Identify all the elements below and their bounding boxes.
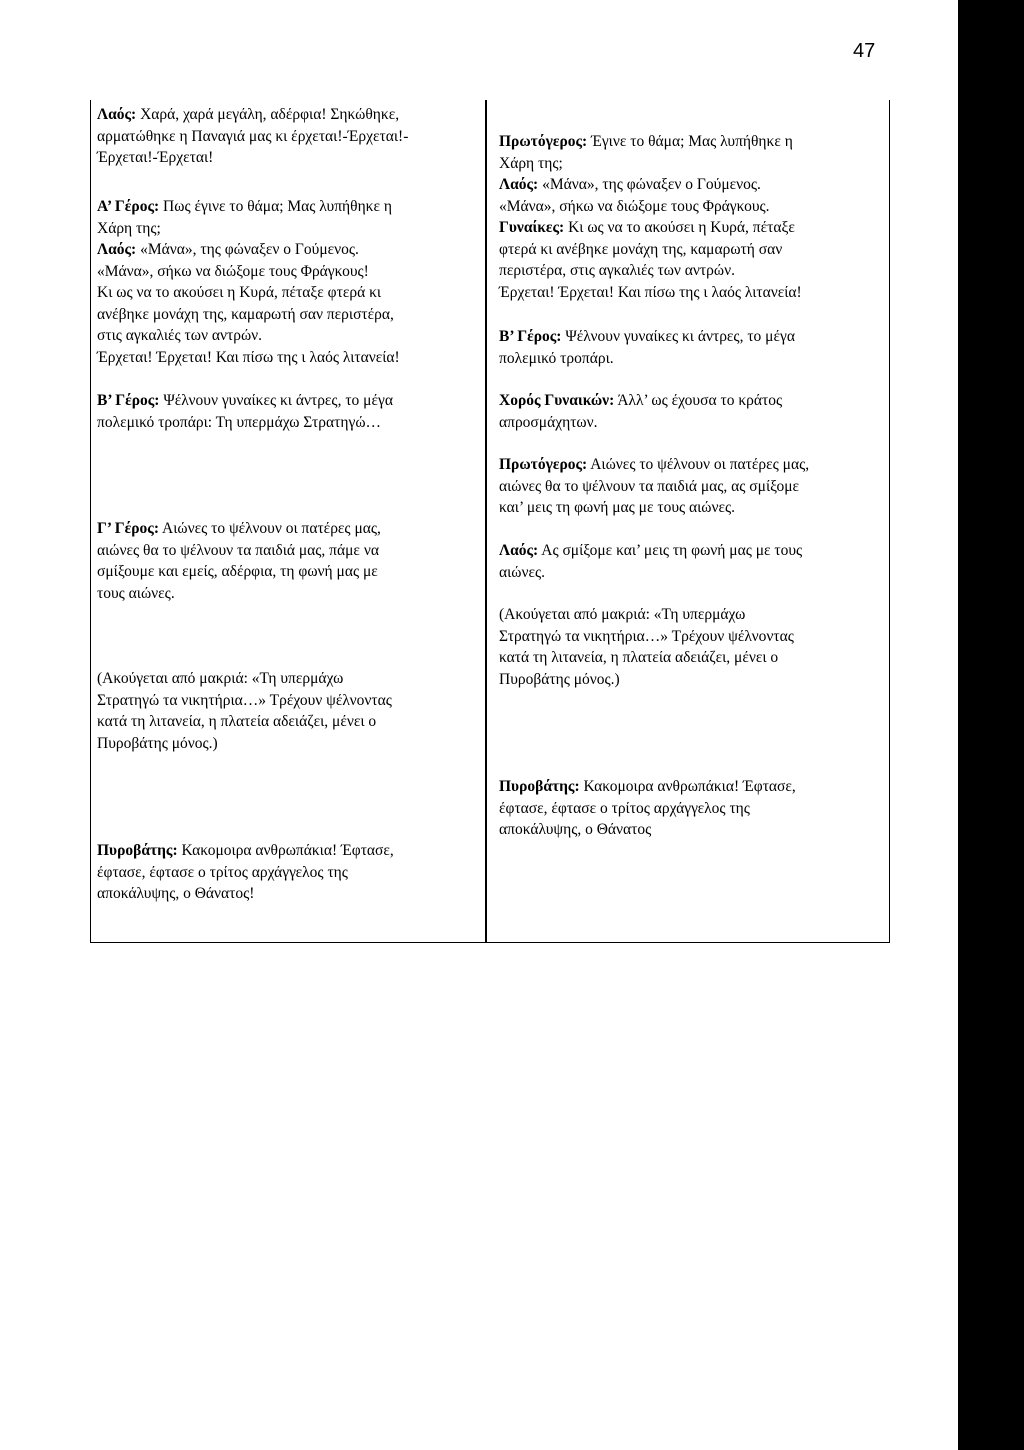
dialogue-line: [499, 239, 883, 261]
dialogue-block: [499, 540, 883, 583]
line-text: σμίξουμε και εμείς, αδέρφια, τη φωνή μας με: [97, 563, 378, 580]
dialogue-block: [499, 454, 883, 519]
line-text: Στρατηγώ τα νικητήρια…» Τρέχουν ψέλνοντας: [499, 627, 794, 645]
stage-direction: [97, 668, 477, 754]
dialogue-line: [97, 690, 477, 712]
speaker-name: Πρωτόγερος:: [499, 456, 588, 473]
line-text: τους αιώνες.: [97, 584, 175, 602]
dialogue-line: [97, 540, 477, 562]
line-text: «Μάνα», της φώναξεν ο Γούμενος.: [140, 241, 359, 258]
line-text: πολεμικό τροπάρι.: [499, 349, 614, 367]
speaker-name: Χορός Γυναικών:: [499, 392, 615, 409]
dialogue-line: [97, 239, 477, 261]
speaker-name: Γ’ Γέρος:: [97, 520, 159, 537]
dialogue-block: [97, 239, 477, 368]
dialogue-line: [499, 497, 883, 519]
line-text: αιώνες θα το ψέλνουν τα παιδιά μας, πάμε να: [97, 541, 379, 559]
right-column: [499, 100, 883, 942]
dialogue-line: [97, 390, 477, 412]
dialogue-line: [97, 668, 477, 690]
dialogue-line: [499, 562, 883, 584]
line-text: απροσμάχητων.: [499, 413, 598, 431]
dialogue-line: [97, 711, 477, 733]
speaker-name: Λαός:: [499, 542, 539, 559]
line-text: περιστέρα, στις αγκαλιές των αντρών.: [499, 262, 735, 279]
dialogue-line: [499, 196, 883, 218]
line-text: Χαρά, χαρά μεγάλη, αδέρφια! Σηκώθηκε,: [140, 106, 400, 123]
speaker-name: Λαός:: [499, 176, 539, 193]
line-text: Κι ως να το ακούσει η Κυρά, πέταξε: [568, 219, 795, 236]
dialogue-line: [499, 669, 883, 691]
speaker-name: Λαός:: [97, 106, 137, 123]
line-text: Κι ως να το ακούσει η Κυρά, πέταξε φτερά κι: [97, 284, 382, 301]
dialogue-line: [499, 217, 883, 239]
dialogue-line: [97, 126, 477, 148]
line-text: Αιώνες το ψέλνουν οι πατέρες μας,: [590, 456, 810, 473]
line-text: «Μάνα», σήκω να διώξομε τους Φράγκους!: [97, 262, 369, 280]
speaker-name: Πυροβάτης:: [97, 842, 178, 859]
line-text: Έγινε το θάμα; Μας λυπήθηκε η: [591, 133, 793, 150]
line-text: φτερά κι ανέβηκε μονάχη της, καμαρωτή σαν: [499, 240, 783, 258]
line-text: Έρχεται! Έρχεται! Και πίσω της ι λαός λιτανεία!: [97, 348, 400, 366]
line-text: Ψέλνουν γυναίκες κι άντρες, το μέγα: [163, 392, 393, 409]
line-text: Αιώνες το ψέλνουν οι πατέρες μας,: [162, 520, 381, 537]
dialogue-block: [499, 326, 883, 369]
dialogue-line: [97, 518, 477, 540]
dialogue-line: [97, 218, 477, 240]
line-text: στις αγκαλιές των αντρών.: [97, 327, 263, 344]
dialogue-line: [499, 390, 883, 412]
dialogue-line: [499, 626, 883, 648]
line-text: Κακομοιρα ανθρωπάκια! Έφτασε,: [583, 778, 796, 795]
left-column: [97, 100, 477, 942]
dialogue-line: [499, 131, 883, 153]
line-text: Πυροβάτης μόνος.): [97, 734, 218, 752]
line-text: κατά τη λιτανεία, η πλατεία αδειάζει, μένει ο: [97, 713, 377, 730]
line-text: αποκάλυψης, ο Θάνατος: [499, 821, 652, 838]
line-text: Κακομοιρα ανθρωπάκια! Έφτασε,: [181, 842, 394, 859]
dialogue-line: [499, 326, 883, 348]
speaker-name: Β’ Γέρος:: [97, 392, 160, 409]
dialogue-line: [97, 561, 477, 583]
line-text: πολεμικό τροπάρι: Τη υπερμάχω Στρατηγώ…: [97, 413, 382, 431]
dialogue-line: [97, 196, 477, 218]
speaker-name: Γυναίκες:: [499, 219, 565, 236]
line-text: έφτασε, έφτασε ο τρίτος αρχάγγελος της: [499, 799, 750, 817]
dialogue-block: [97, 518, 477, 604]
line-text: «Μάνα», σήκω να διώξομε τους Φράγκους.: [499, 197, 770, 215]
line-text: Πυροβάτης μόνος.): [499, 670, 620, 688]
dialogue-line: [499, 540, 883, 562]
dialogue-line: [97, 347, 477, 369]
dialogue-line: [499, 798, 883, 820]
dialogue-line: [97, 104, 477, 126]
line-text: Χάρη της;: [97, 219, 161, 237]
dialogue-block: [499, 174, 883, 217]
dialogue-line: [499, 260, 883, 282]
dialogue-line: [499, 819, 883, 841]
dialogue-line: [97, 325, 477, 347]
dialogue-line: [499, 282, 883, 304]
dialogue-line: [97, 862, 477, 884]
dialogue-line: [499, 604, 883, 626]
speaker-name: Α’ Γέρος:: [97, 198, 160, 215]
dialogue-line: [97, 282, 477, 304]
dialogue-block: [97, 104, 477, 169]
line-text: κατά τη λιτανεία, η πλατεία αδειάζει, μένει ο: [499, 649, 779, 666]
line-text: Ψέλνουν γυναίκες κι άντρες, το μέγα: [565, 328, 795, 345]
line-text: Έρχεται!-Έρχεται!: [97, 149, 214, 166]
line-text: Άλλ’ ως έχουσα το κράτος: [617, 392, 783, 409]
dialogue-block: [97, 840, 477, 905]
dialogue-line: [499, 647, 883, 669]
line-text: και’ μεις τη φωνή μας με τους αιώνες.: [499, 499, 736, 516]
speaker-name: Λαός:: [97, 241, 137, 258]
line-text: Στρατηγώ τα νικητήρια…» Τρέχουν ψέλνοντας: [97, 691, 392, 709]
line-text: ανέβηκε μονάχη της, καμαρωτή σαν περιστέρα,: [97, 305, 394, 323]
line-text: (Ακούγεται από μακριά: «Τη υπερμάχω: [499, 606, 746, 623]
line-text: «Μάνα», της φώναξεν ο Γούμενος.: [542, 176, 761, 193]
dialogue-line: [97, 733, 477, 755]
line-text: αιώνες θα το ψέλνουν τα παιδιά μας, ας σμίξομε: [499, 477, 800, 495]
line-text: Χάρη της;: [499, 154, 563, 172]
dialogue-block: [97, 390, 477, 433]
dialogue-block: [499, 217, 883, 303]
dialogue-line: [97, 304, 477, 326]
dialogue-line: [499, 153, 883, 175]
line-text: Πως έγινε το θάμα; Μας λυπήθηκε η: [163, 198, 392, 215]
line-text: αιώνες.: [499, 563, 546, 581]
dialogue-line: [499, 348, 883, 370]
dialogue-line: [97, 840, 477, 862]
line-text: αρματώθηκε η Παναγιά μας κι έρχεται!-Έρχεται!-: [97, 127, 409, 145]
dialogue-block: [499, 131, 883, 174]
line-text: (Ακούγεται από μακριά: «Τη υπερμάχω: [97, 670, 344, 687]
stage-direction: [499, 604, 883, 690]
dialogue-block: [499, 776, 883, 841]
speaker-name: Πρωτόγερος:: [499, 133, 588, 150]
dialogue-line: [97, 583, 477, 605]
dialogue-line: [97, 147, 477, 169]
dialogue-block: [97, 196, 477, 239]
dialogue-line: [499, 454, 883, 476]
dialogue-line: [499, 776, 883, 798]
line-text: Έρχεται! Έρχεται! Και πίσω της ι λαός λιτανεία!: [499, 283, 802, 301]
speaker-name: Β’ Γέρος:: [499, 328, 562, 345]
dialogue-line: [97, 883, 477, 905]
dialogue-line: [97, 412, 477, 434]
line-text: Ας σμίξομε και’ μεις τη φωνή μας με τους: [541, 542, 803, 559]
line-text: αποκάλυψης, ο Θάνατος!: [97, 885, 255, 902]
dialogue-line: [499, 412, 883, 434]
dialogue-line: [499, 476, 883, 498]
line-text: έφτασε, έφτασε ο τρίτος αρχάγγελος της: [97, 863, 348, 881]
speaker-name: Πυροβάτης:: [499, 778, 580, 795]
script-table: [90, 100, 890, 943]
dialogue-line: [97, 261, 477, 283]
column-divider: [485, 100, 487, 942]
dialogue-block: [499, 390, 883, 433]
page-number: 47: [853, 40, 876, 62]
dialogue-line: [499, 174, 883, 196]
